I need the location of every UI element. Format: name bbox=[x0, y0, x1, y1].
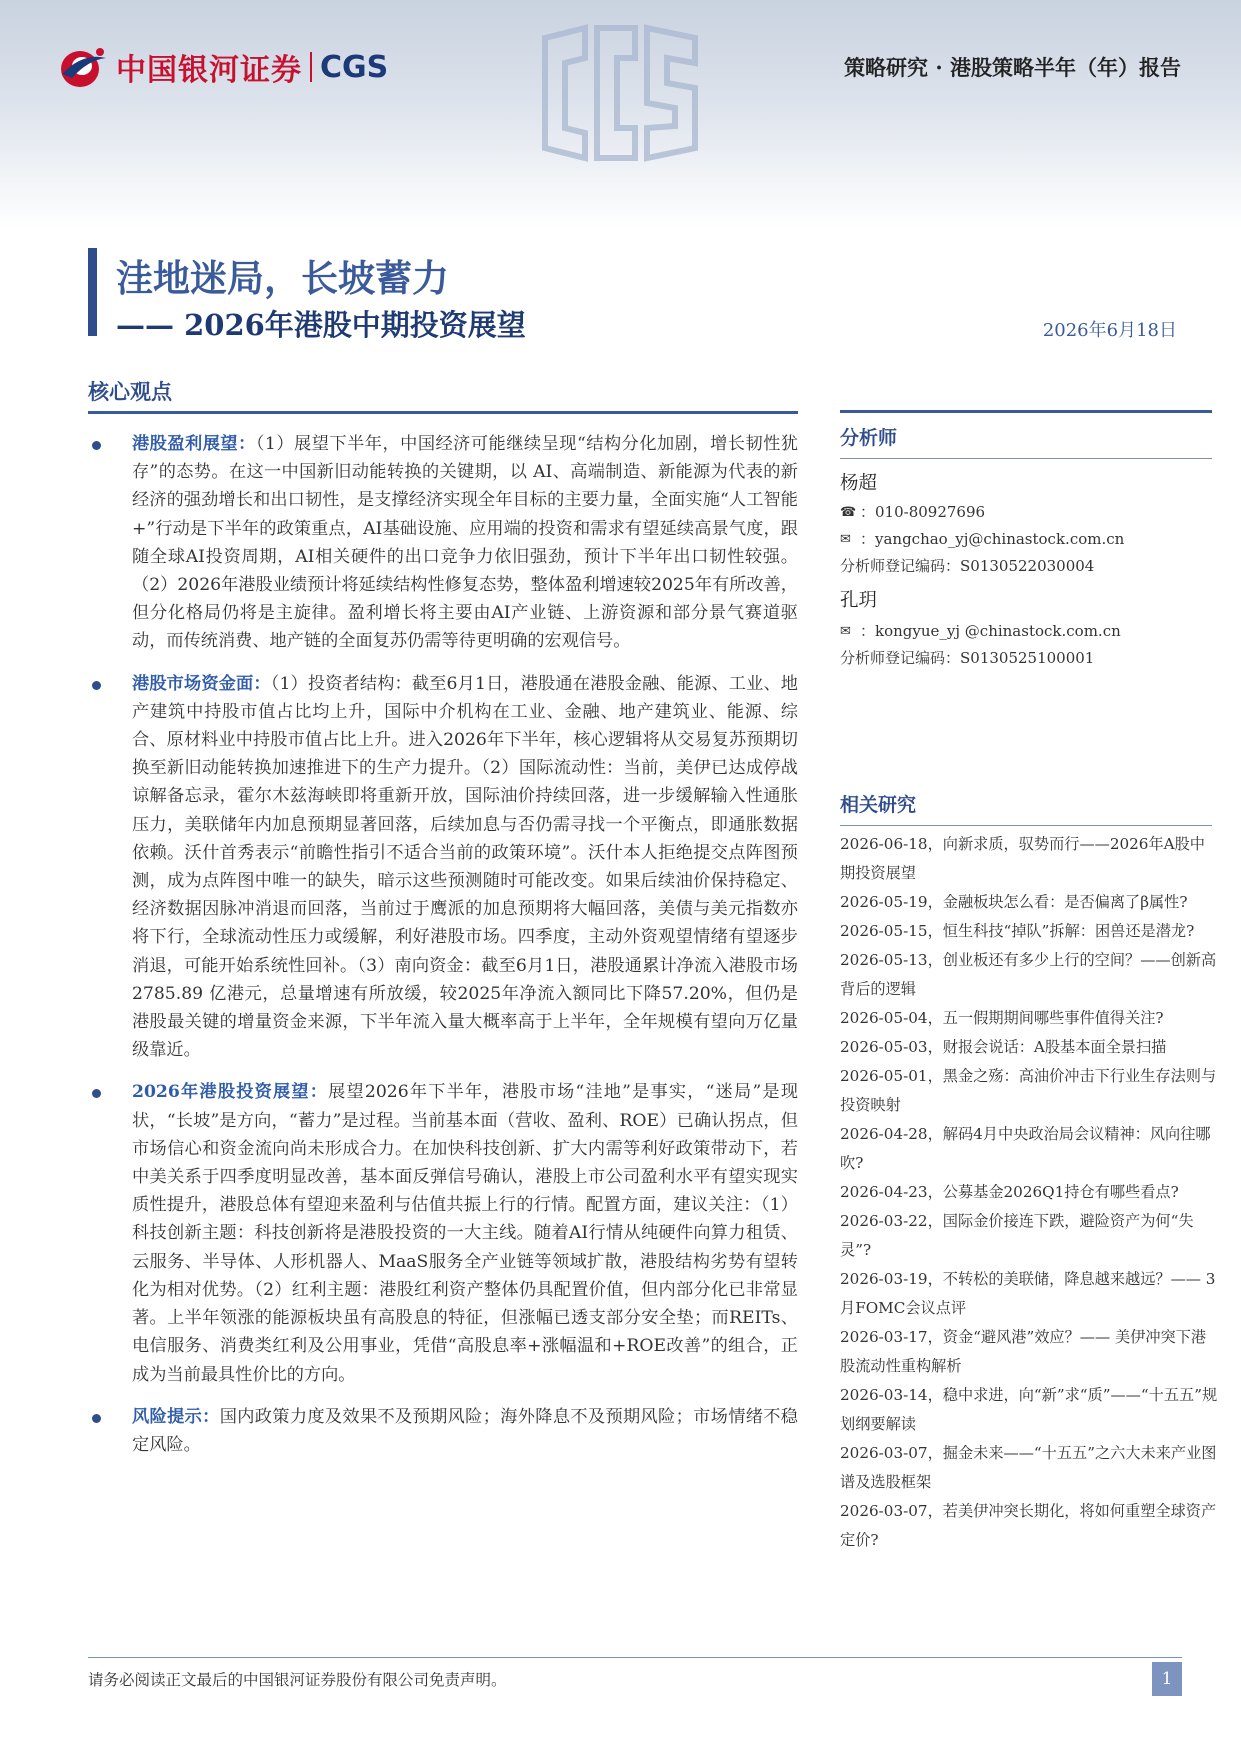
related-research-item[interactable]: 2026-05-15，恒生科技“掉队”拆解：困兽还是潜龙? bbox=[840, 922, 1195, 940]
title-accent-bar bbox=[88, 248, 97, 336]
sub-title: —— 2026年港股中期投资展望 bbox=[116, 308, 526, 342]
report-date: 2026年6月18日 bbox=[1042, 320, 1177, 341]
main-title: 洼地迷局，长坡蓄力 bbox=[116, 256, 449, 300]
related-research-item[interactable]: 2026-03-07，掘金未来——“十五五”之六大未来产业图谱及选股框架 bbox=[840, 1444, 1217, 1491]
bullet-text: （1）投资者结构：截至6月1日，港股通在港股金融、能源、工业、地产建筑中持股市值占比均上升，国际中介机构在工业、金融、地产建筑业、能源、综合、原材料业中持股市值占比上升。进入2026年下半年，核心逻辑将从交易复苏预期切换至新旧动能转换加速推进下的生产力提升。（2）国际流动性：当前，美伊已达成停战谅解备忘录，霍尔木兹海峡即将重新开放，国际油价持续回落，进一步缓解输入性通胀压力，美联储年内加息预期显著回落，后续加息与否仍需寻找一个平衡点，即通胀数据依赖。沃什首秀表示“前瞻性指引不适合当前的政策环境”。沃什本人拒绝提交点阵图预测，成为点阵图中唯一的缺失，暗示这些预测随时可能改变。如果后续油价保持稳定、经济数据因脉冲消退而回落，当前过于鹰派的加息预期将大幅回落，美债与美元指数亦将下行，全球流动性压力或缓解，利好港股市场。四季度，主动外资观望情绪有望逐步消退，可能开始系统性回补。（3）南向资金：截至6月1日，港股通累计净流入港股市场 2785.89 亿港元，总量增速有所放缓，较2025年净流入额同比下降57.20%，但仍是港股最关键的增量资金来源，下半年流入量大概率高于上半年，全年规模有望向万亿量级靠近。 bbox=[132, 673, 798, 1061]
analyst-phone bbox=[840, 499, 1212, 526]
bullet-dot-icon bbox=[92, 681, 101, 690]
related-research-item[interactable]: 2026-05-04，五一假期期间哪些事件值得关注? bbox=[840, 1009, 1164, 1027]
email-icon: ✉ bbox=[840, 532, 851, 547]
phone-icon: ☎ bbox=[840, 505, 857, 520]
related-research-item[interactable]: 2026-03-19，不转松的美联储，降息越来越远？—— 3月FOMC会议点评 bbox=[840, 1270, 1216, 1317]
related-research-item[interactable]: 2026-04-23，公募基金2026Q1持仓有哪些看点? bbox=[840, 1183, 1179, 1201]
analyst-registration: 分析师登记编码：S0130522030004 bbox=[840, 557, 1095, 575]
related-research-item[interactable]: 2026-03-22，国际金价接连下跌，避险资产为何“失灵”? bbox=[840, 1212, 1194, 1259]
core-view-rule bbox=[88, 411, 798, 414]
related-research-item[interactable]: 2026-05-01，黑金之殇：高油价冲击下行业生存法则与投资映射 bbox=[840, 1067, 1217, 1114]
related-research-item[interactable]: 2026-05-13，创业板还有多少上行的空间？——创新高背后的逻辑 bbox=[840, 951, 1217, 998]
footer-rule bbox=[88, 1657, 1182, 1658]
logo-english-name: CGS bbox=[320, 49, 389, 85]
phone-number: ：010-80927696 bbox=[860, 503, 986, 521]
analyst-email bbox=[840, 618, 1212, 645]
related-research-header bbox=[840, 790, 1212, 826]
bullet-label: 港股盈利展望： bbox=[132, 434, 256, 454]
bullet-label: 港股市场资金面： bbox=[132, 673, 271, 694]
related-research-item[interactable]: 2026-06-18，向新求质，驭势而行——2026年A股中期投资展望 bbox=[840, 835, 1205, 882]
analyst-email bbox=[840, 526, 1212, 553]
page-number: 1 bbox=[1152, 1662, 1182, 1696]
related-research-heading: 相关研究 bbox=[840, 794, 917, 816]
bullet-risk-warning bbox=[88, 1403, 798, 1459]
related-research-item[interactable]: 2026-03-07，若美伊冲突长期化，将如何重塑全球资产定价? bbox=[840, 1502, 1217, 1549]
related-research-item[interactable]: 2026-04-28，解码4月中央政治局会议精神：风向往哪吹? bbox=[840, 1125, 1211, 1172]
report-type: 策略研究 · 港股策略半年（年）报告 bbox=[844, 55, 1181, 80]
bullet-text: （1）展望下半年，中国经济可能继续呈现“结构分化加剧，增长韧性犹存”的态势。在这一中国新旧动能转换的关键期，以 AI、高端制造、新能源为代表的新经济的强劲增长和出口韧性，是支撑经济实现全年目标的主要力量，全面实施“人工智能+”行动是下半年的政策重点，AI基础设施、应用端的投资和需求有望延续高景气度，跟随全球AI投资周期，AI相关硬件的出口竞争力依旧强劲，预计下半年出口韧性较强。（2）2026年港股业绩预计将延续结构性修复态势，整体盈利增速较2025年有所改善，但分化格局仍将是主旋律。盈利增长将主要由AI产业链、上游资源和部分景气赛道驱动，而传统消费、地产链的全面复苏仍需等待更明确的宏观信号。 bbox=[132, 434, 798, 652]
related-research-item[interactable]: 2026-05-03，财报会说话：A股基本面全景扫描 bbox=[840, 1038, 1167, 1056]
analyst-heading: 分析师 bbox=[840, 427, 898, 449]
email-icon: ✉ bbox=[840, 624, 851, 639]
related-research-item[interactable]: 2026-05-19，金融板块怎么看：是否偏离了β属性? bbox=[840, 893, 1188, 911]
core-view-heading: 核心观点 bbox=[88, 379, 172, 404]
cgs-watermark-icon bbox=[535, 18, 705, 168]
bullet-label: 2026年港股投资展望： bbox=[132, 1082, 329, 1103]
analyst-name: 杨超 bbox=[840, 473, 878, 494]
related-research-item[interactable]: 2026-03-14，稳中求进，向“新”求“质”——“十五五”规划纲要解读 bbox=[840, 1386, 1218, 1433]
bullet-text: 国内政策力度及效果不及预期风险；海外降息不及预期风险；市场情绪不稳定风险。 bbox=[132, 1406, 798, 1455]
bullet-dot-icon bbox=[92, 1414, 101, 1423]
bullet-market-funds bbox=[88, 670, 798, 1065]
logo-separator bbox=[310, 52, 312, 82]
analyst-thin-rule bbox=[840, 458, 1212, 459]
related-research-list bbox=[840, 830, 1218, 1555]
logo-chinese-name: 中国银河证券 bbox=[116, 53, 302, 88]
core-view-body bbox=[88, 430, 798, 1473]
email-address[interactable]: ：yangchao_yj@chinastock.com.cn bbox=[860, 530, 1125, 548]
email-address[interactable]: ：kongyue_yj @chinastock.com.cn bbox=[860, 622, 1121, 640]
bullet-text: 展望2026年下半年，港股市场“洼地”是事实，“迷局”是现状，“长坡”是方向，“蓄力”是过程。当前基本面（营收、盈利、ROE）已确认拐点，但市场信心和资金流向尚未形成合力。在加快科技创新、扩大内需等利好政策带动下，若中美关系于四季度明显改善，基本面反弹信号确认，港股上市公司盈利水平有望实现实质性提升，港股总体有望迎来盈利与估值共振上行的行情。配置方面，建议关注：（1）科技创新主题：科技创新将是港股投资的一大主线。随着AI行情从纯硬件向算力租赁、云服务、半导体、人形机器人、MaaS服务全产业链等领域扩散，港股结构劣势有望转化为相对优势。（2）红利主题：港股红利资产整体仍具配置价值，但内部分化已非常显著。上半年领涨的能源板块虽有高股息的特征，但涨幅已透支部分安全垫；而REITs、电信服务、消费类红利及公用事业，凭借“高股息率+涨幅温和+ROE改善”的组合，正成为当前最具性价比的方向。 bbox=[132, 1082, 799, 1385]
analyst-registration: 分析师登记编码：S0130525100001 bbox=[840, 649, 1095, 667]
related-research-item[interactable]: 2026-03-17，资金“避风港”效应？—— 美伊冲突下港股流动性重构解析 bbox=[840, 1328, 1207, 1375]
galaxy-logo-icon bbox=[58, 44, 108, 90]
bullet-dot-icon bbox=[92, 441, 101, 450]
analyst-name: 孔玥 bbox=[840, 590, 878, 611]
analyst-panel bbox=[840, 410, 1212, 672]
bullet-dot-icon bbox=[92, 1089, 101, 1098]
company-logo bbox=[58, 44, 388, 90]
related-research-rule bbox=[840, 825, 1212, 826]
bullet-label: 风险提示： bbox=[132, 1406, 220, 1427]
bullet-profit-outlook bbox=[88, 430, 798, 656]
bullet-investment-outlook bbox=[88, 1078, 798, 1388]
footer-disclaimer: 请务必阅读正文最后的中国银河证券股份有限公司免责声明。 bbox=[88, 1671, 507, 1689]
